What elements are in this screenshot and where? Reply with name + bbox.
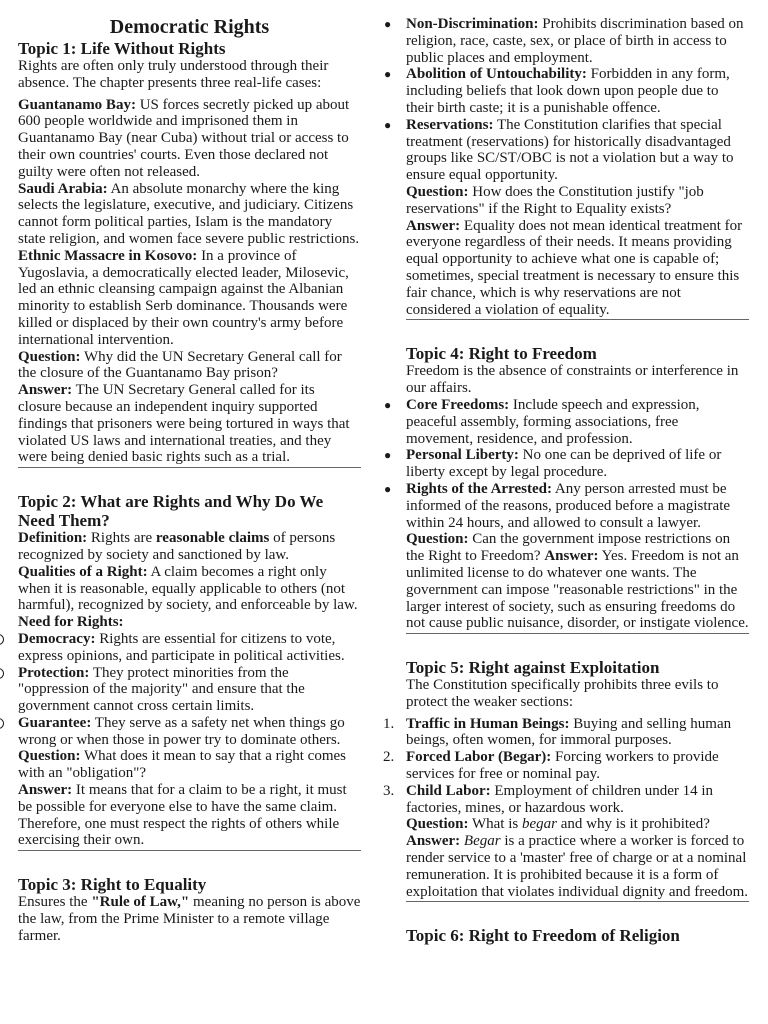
need-for-rights-label (18, 614, 361, 631)
list-item (384, 396, 749, 447)
topic-2-question (18, 748, 361, 782)
exploitation-list (383, 715, 749, 817)
topic-3-heading: Topic 3: Right to Equality (18, 875, 207, 895)
definition-label: Definition: (18, 530, 88, 547)
bullet-icon: ● (384, 481, 392, 496)
question-text: What does it mean to say that a right comes with an "obligation"? (18, 748, 347, 782)
question-label: Question: (18, 348, 81, 365)
item-text: They serve as a safety net when things go wrong or when those in power try to dominate others. (18, 714, 345, 748)
item-label: Protection: (18, 664, 90, 681)
begar-term: begar (521, 816, 557, 833)
case-label: Ethnic Massacre in Kosovo: (18, 247, 198, 264)
topic-2-definition (18, 530, 361, 564)
question-text-pre: What is (468, 816, 522, 833)
topic-5-question (406, 816, 749, 833)
qualities-text: A claim becomes a right only when it is reasonable, equally applicable to others (not harmful), recognized by society, and enforceable by law. (18, 563, 358, 614)
item-text: Buying and selling human beings, often women, for immoral purposes. (406, 715, 732, 749)
circle-bullet-icon (0, 668, 4, 679)
section-divider (406, 901, 749, 902)
topic-2-section (18, 492, 361, 851)
need-label-text: Need for Rights: (18, 614, 124, 631)
answer-text: Equality does not mean identical treatment for everyone regardless of their needs. It means providing equal opportunity to achieve what one is capable of; sometimes, special treatment is necessary to ensure this fair chance, which is why reservations are not considered a violation of equality. (406, 217, 743, 318)
answer-label: Answer: (18, 782, 73, 799)
item-label: Rights of the Arrested: (406, 480, 552, 497)
list-item (384, 16, 749, 66)
definition-text-post: of persons recognized by society and sanctioned by law. (18, 530, 336, 563)
bullet-icon: ● (384, 67, 392, 82)
equality-list (384, 16, 749, 184)
question-text: Why did the UN Secretary General call for the closure of the Guantanamo Bay prison? (18, 348, 342, 382)
topic-3-question (406, 184, 749, 218)
item-text: Rights are essential for citizens to vote, express opinions, and participate in political activities. (18, 630, 345, 664)
list-item (18, 665, 361, 715)
item-text: Include speech and expression, peaceful assembly, forming associations, free movement, residence, and profession. (406, 396, 700, 447)
list-item (384, 66, 749, 116)
topic-2-qualities (18, 564, 361, 614)
topic-1-heading: Topic 1: Life Without Rights (18, 39, 226, 58)
topic-1-question (18, 349, 361, 383)
item-text: Any person arrested must be informed of the reasons, produced before a magistrate within 24 hours, and allowed to consult a lawyer. (406, 480, 731, 531)
list-item (384, 116, 749, 184)
item-text: Forcing workers to provide services for free or nominal pay. (406, 749, 719, 783)
section-divider (406, 319, 749, 320)
topic-2-heading: Topic 2: What are Rights and Why Do We Need Them? (18, 492, 324, 531)
item-label: Non-Discrimination: (406, 16, 539, 32)
item-text: The Constitution clarifies that special treatment (reservations) for historically disadvantaged groups like SC/ST/OBC is not a violation but a way to ensure equal opportunity. (406, 116, 734, 184)
topic-2-answer (18, 782, 361, 849)
topic-5-heading: Topic 5: Right against Exploitation (406, 658, 660, 678)
case-text: An absolute monarchy where the king selects the legislature, executive, and judiciary. Citizens cannot form political parties, Islam is the mandatory state religion, and women face severe public restrictions. (18, 180, 360, 247)
list-item (18, 631, 361, 665)
item-label: Forced Labor (Begar): (406, 749, 552, 766)
begar-term: Begar (463, 833, 501, 850)
topic-3-answer (406, 218, 749, 319)
item-label: Reservations: (406, 116, 494, 133)
topic-4-intro: Freedom is the absence of constraints or interference in our affairs. (406, 363, 739, 397)
bullet-icon: ● (384, 397, 392, 412)
answer-text: The UN Secretary General called for its closure because an independent inquiry supported findings that prisoners were being tortured in ways that violated US laws and international treaties, and they were being denied basic rights such as a trial. (18, 382, 350, 466)
bullet-icon: ● (384, 17, 392, 31)
item-text: Prohibits discrimination based on religion, race, caste, sex, or place of birth in access to public places and employment. (406, 16, 744, 66)
topic-4-section (384, 344, 749, 634)
bullet-icon: ● (384, 117, 392, 132)
topic-3-intro (18, 894, 361, 944)
list-item (384, 447, 749, 481)
answer-text: It means that for a claim to be a right, it must be possible for everyone else to have the same claim. Therefore, one must respect the rights of others while exercising their own. (18, 782, 347, 849)
rule-of-law-term: "Rule of Law," (91, 894, 190, 911)
question-label: Question: (406, 183, 469, 200)
document-title: Democratic Rights (109, 16, 270, 38)
answer-label: Answer: (406, 833, 461, 850)
list-item (384, 480, 749, 531)
answer-text: is a practice where a worker is forced to render service to a 'master' free of charge or at a nominal remuneration. It is prohibited because it is a form of exploitation that violates individual dignity and freedom. (406, 833, 749, 900)
topic-1-intro: Rights are often only truly understood through their absence. The chapter presents three real-life cases: (18, 58, 329, 91)
case-saudi-arabia (18, 181, 361, 248)
case-label: Guantanamo Bay: (18, 96, 136, 113)
list-item (383, 749, 749, 783)
circle-bullet-icon (0, 634, 4, 645)
item-label: Core Freedoms: (406, 396, 510, 413)
topic-4-qa (406, 531, 749, 632)
need-for-rights-list (18, 631, 361, 749)
item-label: Personal Liberty: (406, 447, 519, 464)
case-guantanamo (18, 97, 361, 181)
case-kosovo (18, 248, 361, 349)
section-divider (18, 850, 361, 851)
topic-1-section (18, 39, 361, 468)
item-label: Democracy: (18, 630, 96, 647)
topic-4-heading: Topic 4: Right to Freedom (406, 344, 597, 364)
item-text: No one can be deprived of life or liberty except by legal procedure. (406, 447, 722, 481)
definition-text-pre: Rights are (87, 530, 156, 547)
item-label: Child Labor: (406, 782, 491, 799)
item-text: Forbidden in any form, including beliefs that look down upon people due to their birth caste; it is a punishable offence. (406, 66, 730, 116)
right-column (383, 0, 749, 946)
topic-3-section (18, 875, 361, 944)
definition-key-term: reasonable claims (155, 530, 270, 547)
intro-text-post: meaning no person is above the law, from the Prime Minister to a remote village farmer. (18, 894, 361, 944)
list-number: 1. (383, 715, 395, 732)
topic-5-section (383, 658, 749, 902)
list-number: 2. (383, 749, 395, 766)
bullet-icon: ● (384, 448, 392, 463)
case-text: In a province of Yugoslavia, a democratically elected leader, Milosevic, led an ethnic cleansing campaign against the Albanian minority to establish Serb dominance. Thousands were killed or displaced by their own country's army before international intervention. (18, 247, 349, 348)
question-text: How does the Constitution justify "job reservations" if the Right to Equality exists? (406, 183, 704, 217)
question-text-post: and why is it prohibited? (556, 816, 710, 833)
list-number: 3. (383, 782, 395, 799)
topic-3-continued (384, 16, 749, 320)
case-text: US forces secretly picked up about 600 people worldwide and imprisoned them in Guantanamo Bay (near Cuba) without trial or access to their own countries' courts. Even those declared not guilty were often not released. (18, 96, 350, 180)
item-label: Guarantee: (18, 714, 92, 731)
question-label: Question: (18, 748, 81, 765)
topic-6-section (406, 926, 749, 945)
item-text: Employment of children under 14 in factories, mines, or hazardous work. (406, 782, 714, 816)
left-column (18, 0, 361, 945)
answer-label: Answer: (406, 217, 461, 234)
topic-5-intro: The Constitution specifically prohibits three evils to protect the weaker sections: (406, 677, 719, 710)
section-divider (18, 467, 361, 468)
case-label: Saudi Arabia: (18, 180, 108, 197)
list-item (18, 715, 361, 749)
answer-text: Yes. Freedom is not an unlimited license to do whatever one wants. The government can impose "reasonable restrictions" in the larger interest of society, such as ensuring freedoms do not cause public nuisance, disorder, or instigate violence. (406, 548, 749, 632)
topic-6-heading: Topic 6: Right to Freedom of Religion (406, 926, 680, 946)
question-label: Question: (406, 531, 469, 548)
circle-bullet-icon (0, 718, 4, 729)
answer-label: Answer: (18, 382, 73, 399)
question-label: Question: (406, 816, 469, 833)
question-text: Can the government impose restrictions on the Right to Freedom? (406, 531, 731, 565)
topic-1-answer (18, 382, 361, 466)
list-item (383, 715, 749, 750)
freedom-list (384, 396, 749, 531)
topic-5-answer (406, 833, 749, 900)
item-label: Abolition of Untouchability: (406, 66, 587, 83)
answer-label: Answer: (544, 548, 599, 565)
item-label: Traffic in Human Beings: (406, 715, 570, 732)
section-divider (406, 633, 749, 634)
item-text: They protect minorities from the "oppression of the majority" and ensure that the government cannot cross certain limits. (18, 664, 305, 715)
list-item (383, 782, 749, 817)
qualities-label: Qualities of a Right: (18, 563, 148, 580)
intro-text-pre: Ensures the (18, 894, 92, 911)
